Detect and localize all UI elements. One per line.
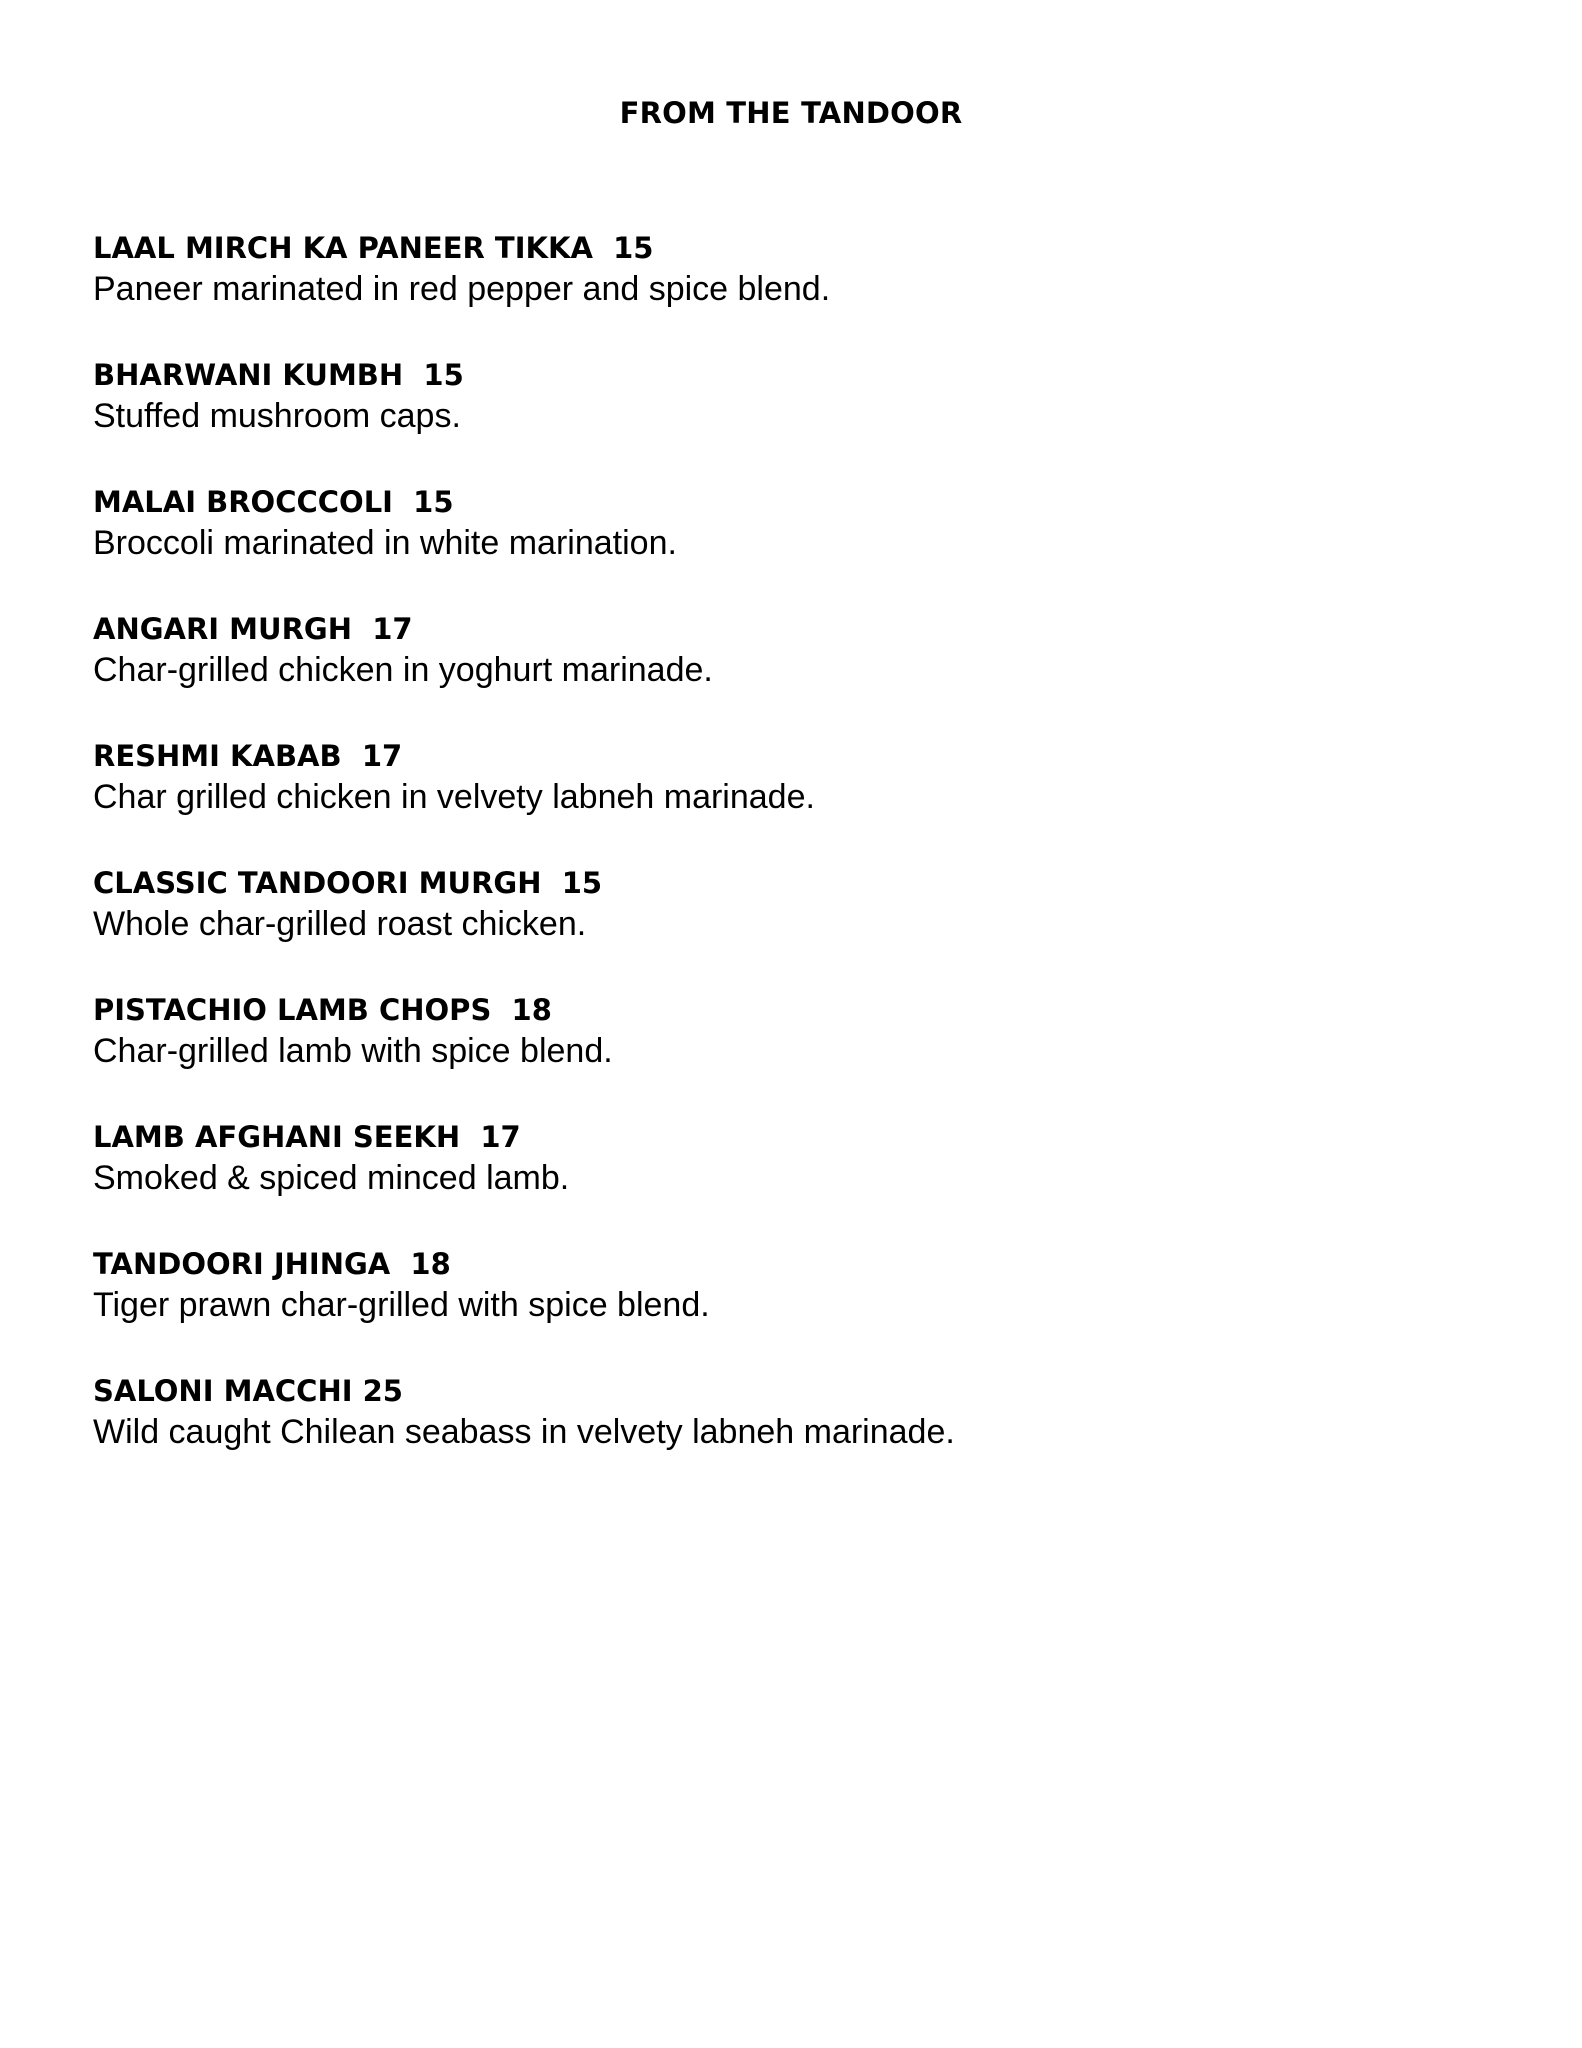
item-name-line [93, 736, 1493, 776]
item-gap [491, 993, 511, 1027]
item-gap [460, 1120, 480, 1154]
item-name: SALONI MACCHI [93, 1374, 353, 1408]
item-price: 17 [372, 612, 413, 646]
item-name-line [93, 482, 1493, 522]
item-price: 17 [361, 739, 403, 773]
item-name-line [93, 1244, 1493, 1284]
item-name: ANGARI MURGH [93, 612, 352, 646]
item-gap [593, 231, 613, 265]
menu-item [93, 609, 1493, 736]
item-gap [393, 485, 413, 519]
item-price: 17 [480, 1120, 521, 1154]
item-gap [353, 1374, 363, 1408]
item-description: Char-grilled chicken in yoghurt marinade. [93, 651, 713, 689]
menu-item [93, 1244, 1493, 1371]
menu-item [93, 228, 1493, 355]
menu-item [93, 863, 1493, 990]
item-name: MALAI BROCCCOLI [93, 485, 393, 519]
item-description: Char grilled chicken in velvety labneh marinade. [93, 778, 815, 816]
menu-item [93, 1371, 1493, 1498]
item-name-line [93, 228, 1493, 268]
menu-item [93, 736, 1493, 863]
item-name-line [93, 609, 1493, 649]
item-gap [390, 1247, 410, 1281]
item-name: LAMB AFGHANI SEEKH [93, 1120, 461, 1154]
item-price: 18 [410, 1247, 451, 1281]
item-description: Smoked & spiced minced lamb. [93, 1159, 570, 1197]
item-name: LAAL MIRCH KA PANEER TIKKA [93, 231, 593, 265]
item-gap [352, 612, 372, 646]
item-name-line [93, 990, 1493, 1030]
item-description: Char-grilled lamb with spice blend. [93, 1032, 613, 1070]
item-price: 18 [511, 993, 552, 1027]
item-name: BHARWANI KUMBH [93, 358, 404, 392]
item-name: PISTACHIO LAMB CHOPS [93, 993, 492, 1027]
menu-list [93, 228, 1493, 1498]
item-price: 25 [362, 1374, 403, 1408]
item-description: Tiger prawn char-grilled with spice blend. [93, 1286, 710, 1324]
item-gap [342, 739, 362, 773]
item-name-line [93, 1371, 1493, 1411]
section-title: FROM THE TANDOOR [619, 96, 963, 130]
item-description: Stuffed mushroom caps. [93, 397, 461, 435]
item-name-line [93, 1117, 1493, 1157]
item-description: Whole char-grilled roast chicken. [93, 905, 587, 943]
menu-item [93, 482, 1493, 609]
item-price: 15 [413, 485, 454, 519]
item-name-line [93, 355, 1493, 395]
item-name-line [93, 863, 1493, 903]
item-price: 15 [613, 231, 654, 265]
item-name: CLASSIC TANDOORI MURGH [93, 866, 542, 900]
item-description: Paneer marinated in red pepper and spice blend. [93, 270, 831, 308]
item-gap [542, 866, 562, 900]
item-description: Broccoli marinated in white marination. [93, 524, 677, 562]
item-price: 15 [561, 866, 603, 900]
item-description: Wild caught Chilean seabass in velvety labneh marinade. [93, 1413, 955, 1451]
item-price: 15 [423, 358, 464, 392]
menu-item [93, 990, 1493, 1117]
menu-item [93, 1117, 1493, 1244]
item-gap [403, 358, 423, 392]
menu-item [93, 355, 1493, 482]
item-name: TANDOORI JHINGA [93, 1247, 391, 1281]
item-name: RESHMI KABAB [93, 739, 342, 773]
